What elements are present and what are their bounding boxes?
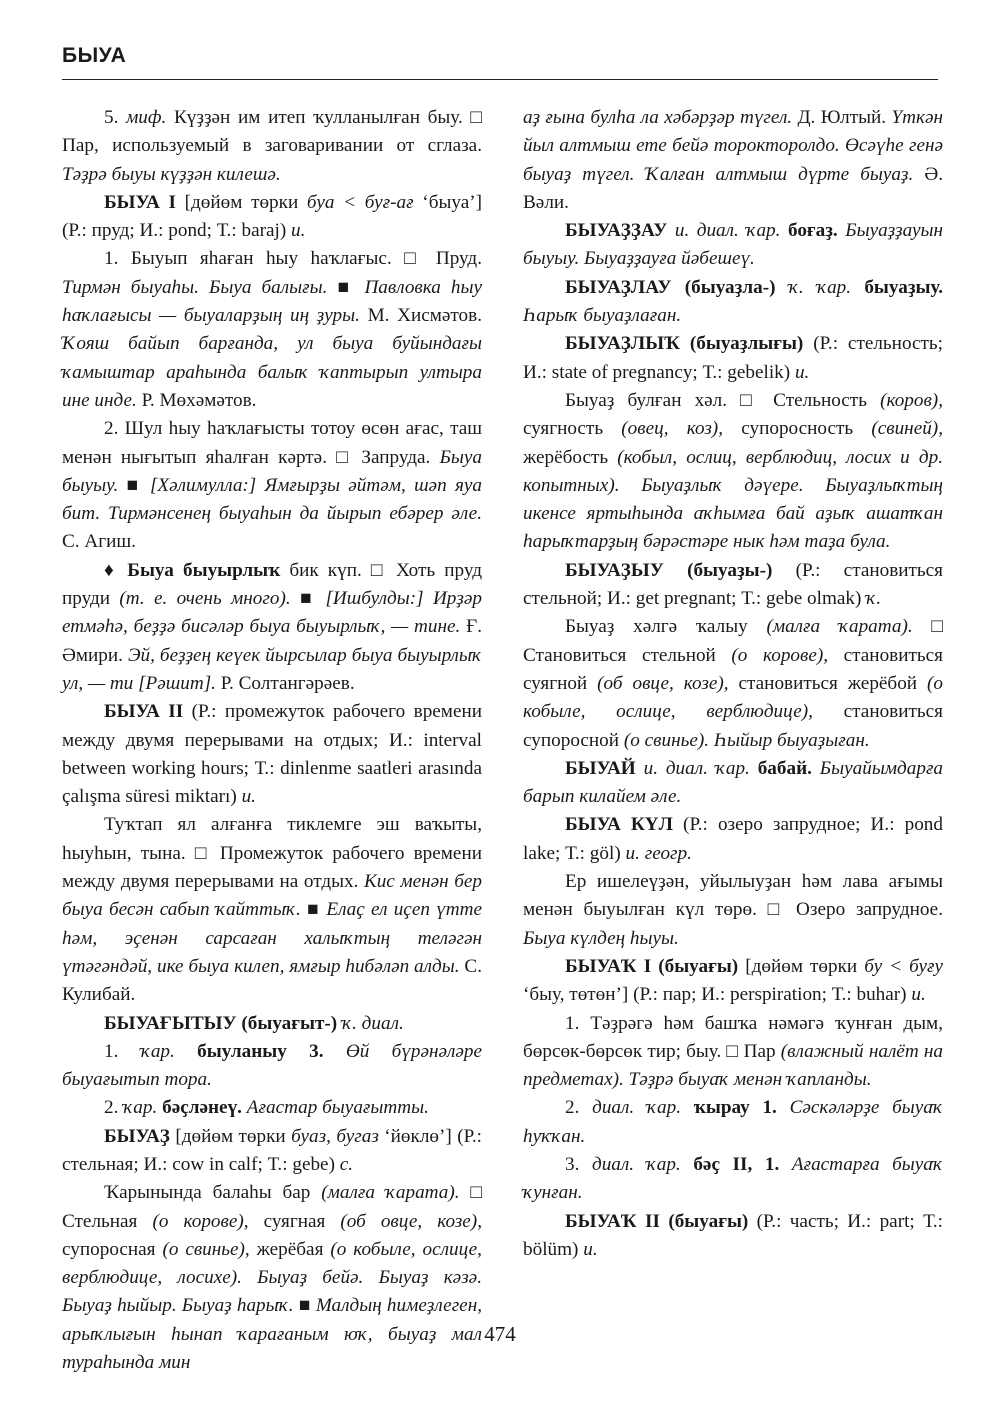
headword: БЫУАҘ bbox=[104, 1125, 170, 1147]
entry-byuak-1: БЫУАҠ I (быуағы) [дөйөм төрки бу < буғу ‘быу, төтөн’] (Р.: пар; И.: perspiration; Т.: buhar) и. bbox=[523, 955, 944, 1006]
sense-paragraph: 1. Быуып яһаған һыу һаҡлағыс. □ Пруд. Тирмән быуаһы. Быуа балығы. ■ Павловка һыу һаҡлағысы — быуаларҙың иң ҙуры. М. Хисмәтов. Ҡояш байып барғанда, ул быуа буйындағы ҡамыштар араһында балыҡ ҡаптырып ултыра ине инде. Р. Мөхәмәтов. bbox=[62, 248, 483, 411]
headword: БЫУАҘҘАУ bbox=[565, 220, 668, 242]
entry-byuay: БЫУАЙ и. диал. ҡар. бабай. Быуайымдарға барып килайем әле. bbox=[523, 757, 944, 808]
entry-byuaz: БЫУАҘ [дөйөм төрки буаз, бугаз ‘йөклө’] (Р.: стельная; И.: cow in calf; Т.: gebe) с. bbox=[62, 1125, 482, 1175]
sense-paragraph: 2. Шул һыу һаҡлағысты тотоу өсөн ағас, таш менән нығытып яһалған кәртә. □ Запруда. Быуа быуыу. ■ [Хәлимулла:] Ямғырҙы әйтәм, шәп яуа бит. Тирмәнсенең быуаһын да йырып ебәрер әле. С. Агиш. bbox=[62, 418, 482, 553]
headword: БЫУАҘЛАУ bbox=[565, 276, 672, 298]
header-rule bbox=[62, 79, 938, 80]
entry-byuagytyu: БЫУАҒЫТЫУ (быуағыт-) ҡ. диал. bbox=[104, 1012, 404, 1034]
sense-paragraph: 3. диал. ҡар. бәҫ II, 1. Ағастарға быуаҡ ҡунған. bbox=[523, 1153, 943, 1204]
entry-byuazlau: БЫУАҘЛАУ (быуаҙла-) ҡ. ҡар. быуаҙыу. Һарыҡ быуаҙлаған. bbox=[523, 276, 943, 327]
sense-paragraph: 5. миф. Күҙҙән им итеп ҡулланылған быу. □ Пар, используемый в заговаривании от сглаза. Тәҙрә быуы күҙҙән килешә. bbox=[62, 107, 483, 185]
headword: БЫУАЙ bbox=[565, 757, 636, 779]
running-head bbox=[62, 44, 938, 68]
sense-paragraph: 2. ҡар. бәҫләнеү. Ағастар быуағытты. bbox=[104, 1097, 429, 1119]
sense-paragraph: Быуаҙ хәлгә ҡалыу (малға ҡарата). □ Становиться стельной (о корове), становиться суягной (об овце, козе), становиться жерёбой (о кобыле, ослице, верблюдице), становиться супоросной (о свинье). Һыйыр быуаҙыған. bbox=[523, 616, 943, 751]
continued-paragraph: аҙ ғына булһа ла хәбәрҙәр түгел. Д. Юлтый. Үткән йыл алтмыш ете бейә торокторолдо. Өсәүһе генә быуаҙ түгел. Ҡалған алтмыш дүрте быуаҙ. Ә. Вәли. bbox=[523, 107, 943, 213]
entry-byuazyu: БЫУАҘЫУ (быуаҙы-) (Р.: становиться стельной; И.: get pregnant; Т.: gebe olmak) ҡ. bbox=[523, 559, 943, 610]
sense-paragraph: 1. ҡар. быуланыу 3. Өй бүрәнәләре быуағытып тора. bbox=[62, 1040, 483, 1091]
headword: БЫУА КҮЛ bbox=[565, 814, 673, 836]
entry-byuak-2: БЫУАҠ II (быуағы) (Р.: часть; И.: part; Т.: bölüm) и. bbox=[523, 1210, 944, 1260]
entry-byuazlyk: БЫУАҘЛЫҠ (быуаҙлығы) (Р.: стельность; И.: state of pregnancy; Т.: gebelik) и. bbox=[523, 333, 943, 383]
headword: БЫУАҠ I bbox=[565, 955, 652, 977]
right-column bbox=[523, 104, 943, 1264]
entry-byuazzau: БЫУАҘҘАУ и. диал. ҡар. боғаҙ. Быуаҙҙауын быуыу. Быуаҙҙауға йәбешеү. bbox=[523, 220, 944, 270]
sense-paragraph: Ер ишелеүҙән, уйылыуҙан һәм лава ағымы менән быуылған күл төрө. □ Озеро запрудное. Быуа күлдең һыуы. bbox=[523, 871, 943, 949]
sense-paragraph: Ҡарынында балаһы бар (малға ҡарата). □ Стельная (о корове), суягная (об овце, козе), супоросная (о свинье), жерёбая (о кобыле, ослице, верблюдице, лосихе). Быуаҙ бейә. Быуаҙ кәзә. Быуаҙ һыйыр. Быуаҙ һарыҡ. ■ Малдың һимеҙлеген, арыҡлығын һынап ҡарағаным юҡ, быуаҙ мал тураһында мин bbox=[62, 1182, 483, 1374]
page-number: 474 bbox=[484, 1322, 516, 1346]
left-column bbox=[62, 104, 482, 1377]
sense-paragraph: 2. диал. ҡар. ҡырау 1. Сәскәләрҙе быуаҡ һуҡҡан. bbox=[523, 1097, 943, 1147]
headword: БЫУАҘЛЫҠ bbox=[565, 333, 680, 355]
entry-byua-2: БЫУА II (Р.: промежуток рабочего времени между двумя перерывами на отдых; И.: interval between working hours; Т.: dinlenme saatleri arasında çalışma süresi miktarı) и. bbox=[62, 701, 482, 808]
idiom-paragraph: ♦ Быуа быуырлыҡ бик күп. □ Хоть пруд пруди (т. е. очень много). ■ [Ишбулды:] Ирҙәр етмәһә, беҙҙә бисәләр быуа быуырлыҡ, — тине. Ғ. Әмири. Эй, беҙҙең кеүек йырсылар быуа быуырлыҡ ул, — ти [Рәшит]. Р. Солтангәрәев. bbox=[62, 559, 483, 694]
headword: БЫУА II bbox=[104, 701, 184, 723]
entry-byua-1: БЫУА I [дөйөм төрки буа < буғ-ағ ‘быуа’] (Р.: пруд; И.: pond; Т.: baraj) и. bbox=[62, 191, 482, 242]
sense-paragraph: Туҡтап ял алғанға тиклемге эш ваҡыты, һыуһын, тына. □ Промежуток рабочего времени между двумя перерывами на отдых. Кис менән бер быуа бесән сабып ҡайттыҡ. ■ Елаҫ ел иҫеп үтте һәм, эҫенән сарсаған халыҡтың теләгән үтәгәндәй, ике быуа килеп, ямғыр һибәләп алды. С. Кулибай. bbox=[62, 814, 483, 1006]
sense-paragraph: Быуаҙ булған хәл. □ Стельность (коров), суягность (овец, коз), супоросность (свиней), жерёбость (кобыл, ослиц, верблюдиц, лосих и др. копытных). Быуаҙлыҡ дәүере. Быуаҙлыҡтың икенсе яртыһында аҡһымға бай аҙыҡ ашатҡан һарыҡтарҙың бәрәстәре нык һәм таҙа була. bbox=[523, 389, 944, 553]
headword: БЫУАҒЫТЫУ bbox=[104, 1012, 237, 1034]
entry-byua-kul: БЫУА КҮЛ (Р.: озеро запрудное; И.: pond lake; Т.: göl) и. геогр. bbox=[523, 814, 943, 864]
headword: БЫУАҘЫУ bbox=[565, 559, 664, 581]
running-head-word: БЫУА bbox=[62, 44, 127, 67]
headword: БЫУА I bbox=[104, 191, 176, 213]
sense-paragraph: 1. Тәҙрәгә һәм башҡа нәмәгә ҡунған дым, бөрсөк-бөрсөк тир; быу. □ Пар (влажный налёт на предметах). Тәҙрә быуаҡ менән ҡапланды. bbox=[523, 1012, 943, 1091]
headword: БЫУАҠ II bbox=[565, 1210, 660, 1232]
